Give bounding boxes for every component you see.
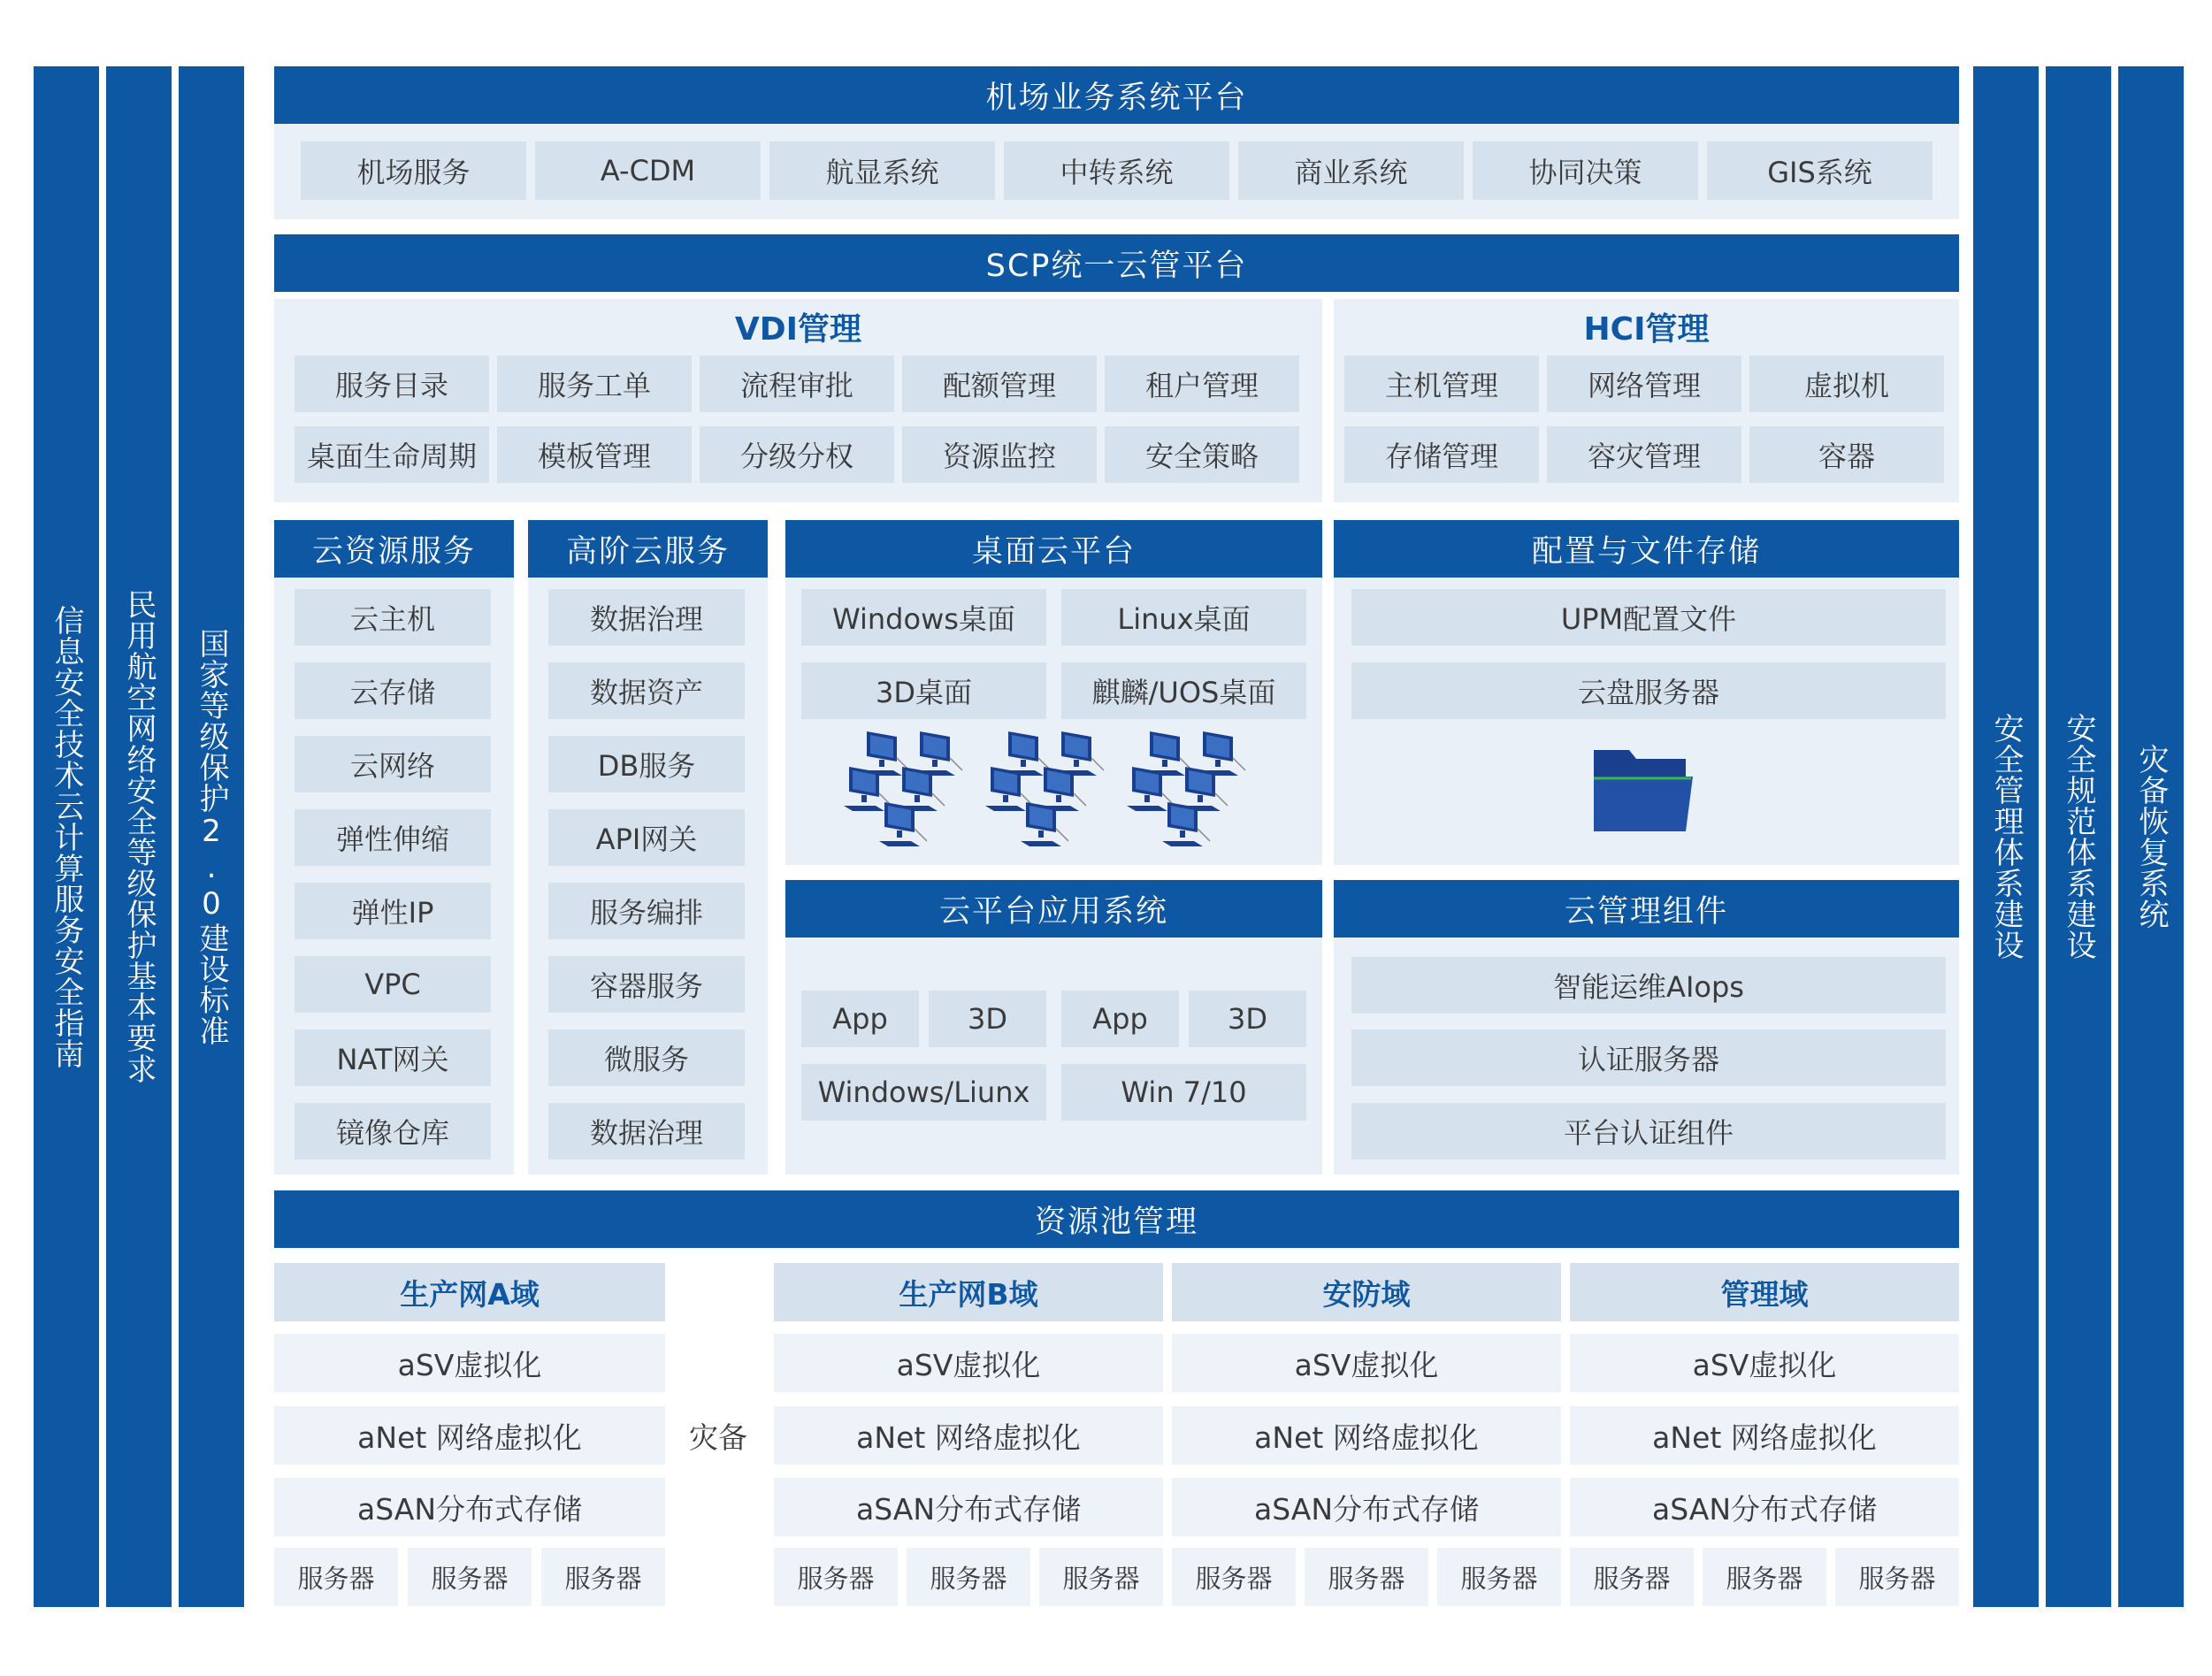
desktop-item: 3D桌面 xyxy=(801,662,1046,719)
adv-cloud-item: API网关 xyxy=(548,809,745,866)
cloud-res-item: 云网络 xyxy=(295,736,491,792)
airport-item: 协同决策 xyxy=(1473,142,1698,200)
server-box: 服务器 xyxy=(1570,1548,1694,1606)
adv-cloud-item: DB服务 xyxy=(548,736,745,792)
airport-item: A-CDM xyxy=(535,142,761,200)
cloud-app-item: Windows/Liunx xyxy=(801,1064,1046,1121)
cloud-res-item: VPC xyxy=(295,956,491,1013)
vdi-item: 服务工单 xyxy=(497,356,692,412)
airport-platform-header: 机场业务系统平台 xyxy=(274,66,1959,124)
hci-item: 存储管理 xyxy=(1344,426,1539,483)
cloud-mgmt-header: 云管理组件 xyxy=(1334,880,1959,937)
vdi-item: 模板管理 xyxy=(497,426,692,483)
adv-cloud-item: 服务编排 xyxy=(548,883,745,939)
cloud-res-item: 镜像仓库 xyxy=(295,1103,491,1159)
cloud-app-header: 云平台应用系统 xyxy=(785,880,1322,937)
side-bar-right-2 xyxy=(2046,66,2111,1607)
server-box: 服务器 xyxy=(907,1548,1030,1606)
vdi-item: 配额管理 xyxy=(902,356,1097,412)
hci-item: 网络管理 xyxy=(1547,356,1741,412)
cloud-app-item: 3D xyxy=(1189,991,1306,1047)
vdi-item: 安全策略 xyxy=(1105,426,1299,483)
server-box: 服务器 xyxy=(1039,1548,1163,1606)
airport-item: 商业系统 xyxy=(1238,142,1464,200)
cloud-mgmt-item: 智能运维AIops xyxy=(1351,957,1946,1014)
config-item: UPM配置文件 xyxy=(1351,589,1946,646)
domain-row: aSAN分布式存储 xyxy=(1570,1478,1959,1536)
computer-cluster-icon xyxy=(849,727,1265,860)
desktop-item: Linux桌面 xyxy=(1061,589,1306,646)
cloud-mgmt-item: 认证服务器 xyxy=(1351,1029,1946,1086)
side-bar-left-3 xyxy=(179,66,244,1607)
server-box: 服务器 xyxy=(408,1548,532,1606)
domain-header: 生产网B域 xyxy=(774,1263,1163,1321)
airport-item: 航显系统 xyxy=(769,142,995,200)
vdi-item: 租户管理 xyxy=(1105,356,1299,412)
domain-header: 管理域 xyxy=(1570,1263,1959,1321)
vdi-title: VDI管理 xyxy=(734,310,862,348)
airport-item: GIS系统 xyxy=(1707,142,1933,200)
config-item: 云盘服务器 xyxy=(1351,662,1946,719)
domain-row: aSAN分布式存储 xyxy=(274,1478,665,1536)
cloud-res-item: 弹性伸缩 xyxy=(295,809,491,866)
side-bar-right-1 xyxy=(1973,66,2039,1607)
airport-item: 中转系统 xyxy=(1004,142,1229,200)
scp-platform-header: SCP统一云管平台 xyxy=(274,234,1959,292)
cloud-mgmt-item: 平台认证组件 xyxy=(1351,1103,1946,1159)
airport-item: 机场服务 xyxy=(301,142,526,200)
cloud-app-panel xyxy=(785,937,1322,1175)
disaster-recovery-label: 灾备 xyxy=(689,1420,747,1455)
server-box: 服务器 xyxy=(1835,1548,1959,1606)
cloud-app-item: App xyxy=(801,991,919,1047)
adv-cloud-item: 数据治理 xyxy=(548,589,745,646)
cloud-app-item: Win 7/10 xyxy=(1061,1064,1306,1121)
side-bar-left-1 xyxy=(34,66,99,1607)
server-box: 服务器 xyxy=(1305,1548,1428,1606)
desktop-item: 麒麟/UOS桌面 xyxy=(1061,662,1306,719)
side-bar-right-3 xyxy=(2118,66,2184,1607)
domain-header: 安防域 xyxy=(1172,1263,1561,1321)
side-bar-left-2 xyxy=(106,66,172,1607)
domain-row: aNet 网络虚拟化 xyxy=(1570,1406,1959,1465)
domain-row: aSV虚拟化 xyxy=(1570,1334,1959,1392)
side-label: 民用航空网络安全等级保护基本要求 xyxy=(121,589,157,1084)
side-label: 安全管理体系建设 xyxy=(1988,713,2024,960)
hci-title: HCI管理 xyxy=(1583,310,1710,348)
domain-row: aNet 网络虚拟化 xyxy=(774,1406,1163,1465)
vdi-item: 桌面生命周期 xyxy=(295,426,489,483)
cloud-res-item: 弹性IP xyxy=(295,883,491,939)
hci-item: 容器 xyxy=(1749,426,1944,483)
domain-row: aSAN分布式存储 xyxy=(1172,1478,1561,1536)
side-label: 安全规范体系建设 xyxy=(2061,713,2096,960)
server-box: 服务器 xyxy=(1703,1548,1826,1606)
hci-item: 容灾管理 xyxy=(1547,426,1741,483)
hci-item: 虚拟机 xyxy=(1749,356,1944,412)
cloud-res-item: NAT网关 xyxy=(295,1029,491,1086)
folder-icon xyxy=(1590,745,1696,837)
hci-item: 主机管理 xyxy=(1344,356,1539,412)
config-storage-header: 配置与文件存储 xyxy=(1334,520,1959,578)
domain-row: aNet 网络虚拟化 xyxy=(1172,1406,1561,1465)
server-box: 服务器 xyxy=(274,1548,398,1606)
vdi-item: 分级分权 xyxy=(700,426,894,483)
adv-cloud-item: 微服务 xyxy=(548,1029,745,1086)
desktop-item: Windows桌面 xyxy=(801,589,1046,646)
domain-header: 生产网A域 xyxy=(274,1263,665,1321)
domain-row: aSV虚拟化 xyxy=(274,1334,665,1392)
adv-cloud-item: 数据治理 xyxy=(548,1103,745,1159)
server-box: 服务器 xyxy=(774,1548,898,1606)
cloud-res-item: 云主机 xyxy=(295,589,491,646)
vdi-item: 服务目录 xyxy=(295,356,489,412)
server-box: 服务器 xyxy=(1437,1548,1561,1606)
cloud-res-item: 云存储 xyxy=(295,662,491,719)
side-label: 灾备恢复系统 xyxy=(2133,744,2169,930)
adv-cloud-header: 高阶云服务 xyxy=(528,520,768,578)
server-box: 服务器 xyxy=(1172,1548,1296,1606)
vdi-item: 流程审批 xyxy=(700,356,894,412)
adv-cloud-item: 容器服务 xyxy=(548,956,745,1013)
domain-row: aSV虚拟化 xyxy=(774,1334,1163,1392)
domain-row: aSAN分布式存储 xyxy=(774,1478,1163,1536)
desktop-cloud-header: 桌面云平台 xyxy=(785,520,1322,578)
side-label: 国家等级保护2.0建设标准 xyxy=(194,627,229,1046)
cloud-app-item: 3D xyxy=(929,991,1046,1047)
cloud-app-item: App xyxy=(1061,991,1179,1047)
side-label: 信息安全技术云计算服务安全指南 xyxy=(49,604,84,1069)
resource-pool-header: 资源池管理 xyxy=(274,1190,1959,1248)
domain-row: aSV虚拟化 xyxy=(1172,1334,1561,1392)
cloud-res-header: 云资源服务 xyxy=(274,520,514,578)
server-box: 服务器 xyxy=(541,1548,665,1606)
domain-row: aNet 网络虚拟化 xyxy=(274,1406,665,1465)
adv-cloud-item: 数据资产 xyxy=(548,662,745,719)
vdi-item: 资源监控 xyxy=(902,426,1097,483)
